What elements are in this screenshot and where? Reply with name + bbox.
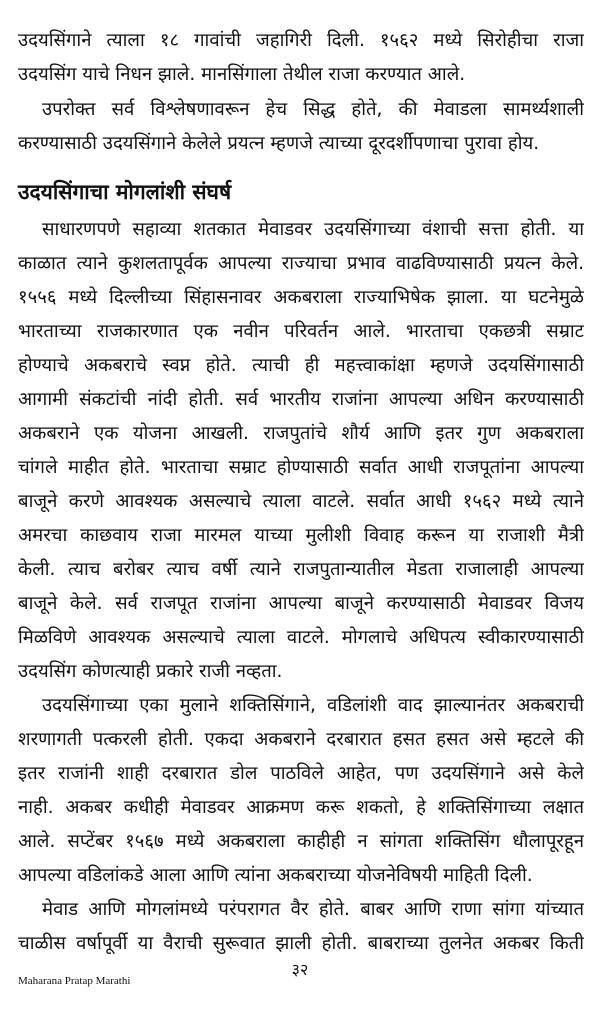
paragraph-line: आपल्या वडिलांकडे आला आणि त्यांना अकबराच्या योजनेविषयी माहिती दिली. — [18, 865, 533, 886]
paragraph-line: भारताच्या राजकारणात एक नवीन परिवर्तन आले. भारताचा एकछत्री सम्राट — [18, 321, 584, 342]
footer-book-title: Maharana Pratap Marathi — [18, 975, 131, 987]
paragraph-line: चांगले माहीत होते. भारताचा सम्राट होण्यासाठी सर्वात आधी राजपूतांना आपल्या — [18, 457, 584, 478]
paragraph-line: करण्यासाठी उदयसिंगाने केलेले प्रयत्न म्हणजे त्याच्या दूरदर्शीपणाचा पुरावा होय. — [18, 133, 540, 154]
paragraph-line: १५५६ मध्ये दिल्लीच्या सिंहासनावर अकबराला राज्याभिषेक झाला. या घटनेमुळे — [18, 287, 584, 308]
paragraph-line: अकबराने एक योजना आखली. राजपुतांचे शौर्य आणि इतर गुण अकबराला — [18, 423, 584, 444]
paragraph-line: काळात त्याने कुशलतापूर्वक आपल्या राज्याचा प्रभाव वाढविण्यासाठी प्रयत्न केले. — [18, 253, 584, 274]
paragraph-line: आगामी संकटांची नांदी होती. सर्व भारतीय राजांना आपल्या अधिन करण्यासाठी — [18, 389, 584, 410]
paragraph-line: उदयसिंग याचे निधन झाले. मानसिंगाला तेथील राजा करण्यात आले. — [18, 64, 466, 85]
section-heading: उदयसिंगाचा मोगलांशी संघर्ष — [18, 180, 232, 204]
paragraph-line: उपरोक्त सर्व विश्लेषणावरून हेच सिद्ध होते, की मेवाडला सामर्थ्यशाली — [42, 99, 584, 120]
paragraph-line: मिळविणे आवश्यक असल्याचे त्याला वाटले. मोगलाचे अधिपत्य स्वीकारण्यासाठी — [18, 627, 584, 648]
paragraph-line: इतर राजांनी शाही दरबारात डोल पाठविले आहेत, पण उदयसिंगाने असे केले — [18, 763, 584, 784]
paragraph-line: आले. सप्टेंबर १५६७ मध्ये अकबराला काहीही न सांगता शक्तिसिंग धौलापूरहून — [18, 831, 584, 852]
paragraph-line: साधारणपणे सहाव्या शतकात मेवाडवर उदयसिंगाच्या वंशाची सत्ता होती. या — [42, 219, 584, 240]
paragraph-line: उदयसिंगाने त्याला १८ गावांची जहागिरी दिली. १५६२ मध्ये सिरोहीचा राजा — [18, 30, 584, 51]
paragraph-line: बाजूने केले. सर्व राजपूत राजांना आपल्या बाजूने करण्यासाठी मेवाडवर विजय — [18, 593, 584, 614]
paragraph-line: होण्याचे अकबराचे स्वप्न होते. त्याची ही महत्त्वाकांक्षा म्हणजे उदयसिंगासाठी — [18, 355, 584, 376]
paragraph-line: नाही. अकबर कधीही मेवाडवर आक्रमण करू शकतो, हे शक्तिसिंगाच्या लक्षात — [18, 797, 584, 818]
paragraph-line: मेवाड आणि मोगलांमध्ये परंपरागत वैर होते. बाबर आणि राणा सांगा यांच्यात — [42, 899, 584, 920]
paragraph-line: शरणागती पत्करली होती. एकदा अकबराने दरबारात हसत हसत असे म्हटले की — [18, 729, 584, 750]
paragraph-line: केली. त्याच बरोबर त्याच वर्षी त्याने राजपुतान्यातील मेडता राजालाही आपल्या — [18, 559, 584, 580]
paragraph-line: उदयसिंग कोणत्याही प्रकारे राजी नव्हता. — [18, 661, 283, 682]
paragraph-line: अमरचा काछवाय राजा मारमल याच्या मुलीशी विवाह करून या राजाशी मैत्री — [18, 525, 584, 546]
page-number: ३२ — [291, 960, 309, 979]
paragraph-line: बाजूने करणे आवश्यक असल्याचे त्याला वाटले. सर्वात आधी १५६२ मध्ये त्याने — [18, 491, 584, 512]
paragraph-line: चाळीस वर्षापूर्वी या वैराची सुरूवात झाली होती. बाबराच्या तुलनेत अकबर किती — [18, 933, 584, 954]
paragraph-line: उदयसिंगाच्या एका मुलाने शक्तिसिंगाने, वडिलांशी वाद झाल्यानंतर अकबराची — [42, 695, 584, 716]
